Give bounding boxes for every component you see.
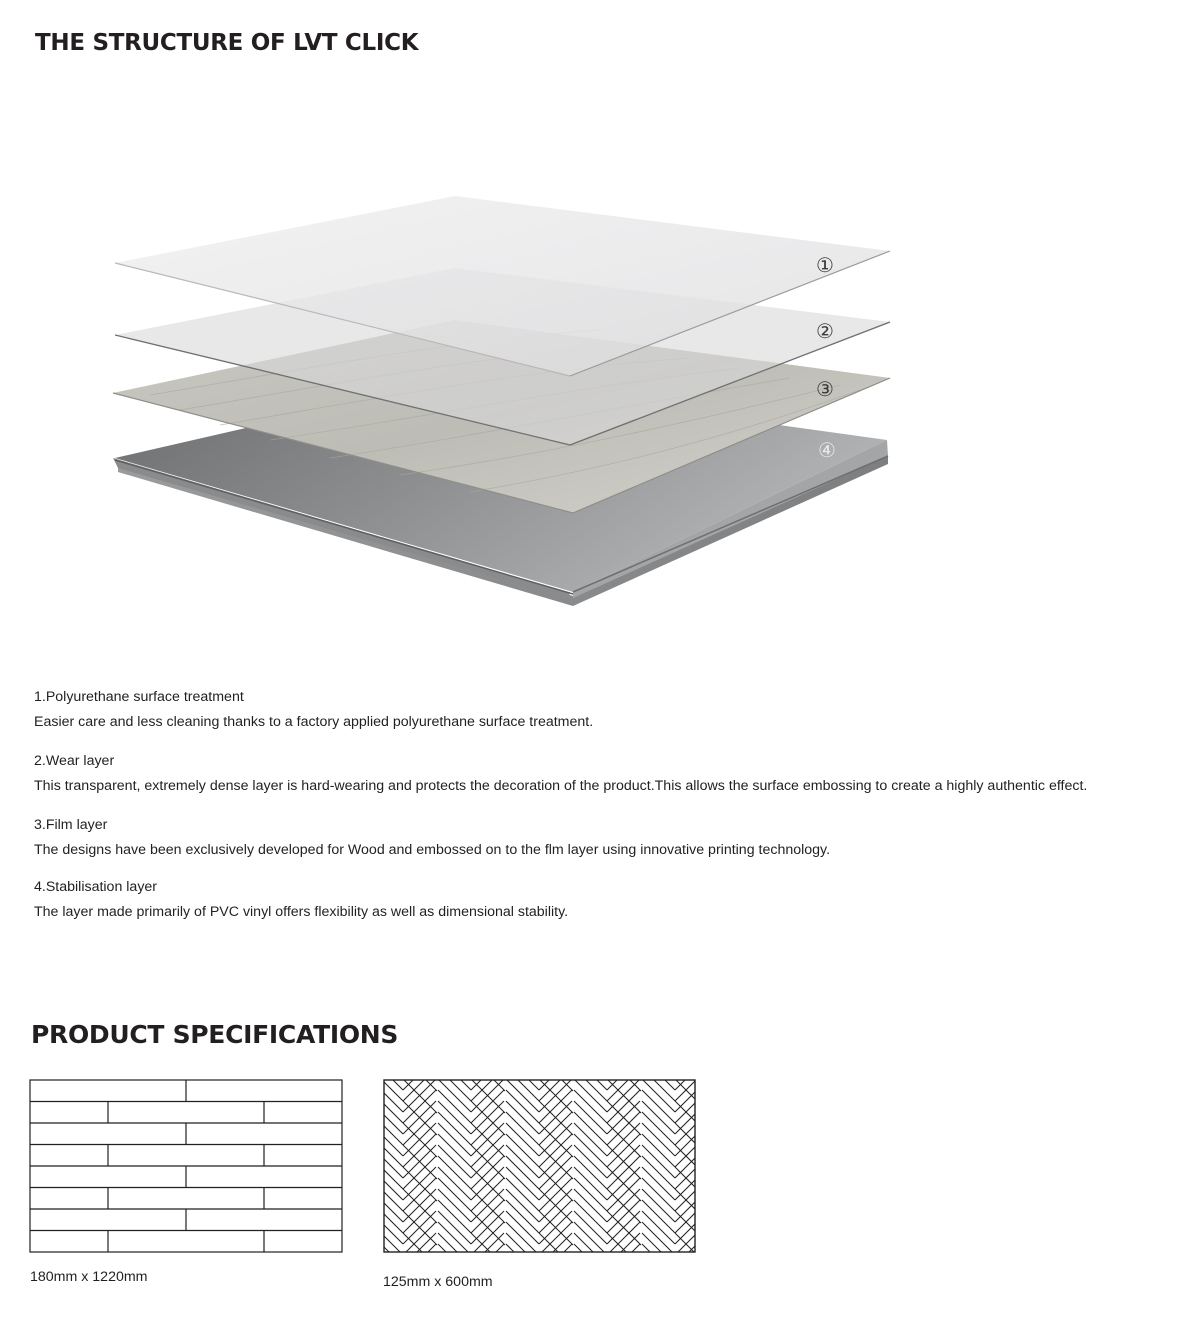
plank-pattern-icon <box>29 1079 343 1254</box>
layer-marker-1: ① <box>816 253 834 277</box>
layer-marker-4: ④ <box>818 438 836 462</box>
layer-text: This transparent, extremely dense layer is hard-wearing and protects the decoration of the product.This allows the surface embossing to create a highly authentic effect. <box>34 778 1088 794</box>
page-title: THE STRUCTURE OF LVT CLICK <box>35 30 419 56</box>
layer-text: The designs have been exclusively developed for Wood and embossed on to the flm layer using innovative printing technology. <box>34 842 831 858</box>
layer-text: Easier care and less cleaning thanks to a factory applied polyurethane surface treatment. <box>34 714 594 730</box>
layer-description-2 <box>34 749 1164 799</box>
layer-name: 3.Film layer <box>34 817 108 833</box>
layer-description-1 <box>34 685 1164 735</box>
layer-name: 2.Wear layer <box>34 753 115 769</box>
layer-marker-2: ② <box>816 319 834 343</box>
layer-name: 4.Stabilisation layer <box>34 879 158 895</box>
layer-marker-3: ③ <box>816 377 834 401</box>
layer-description-3 <box>34 813 1164 863</box>
herringbone-size-label: 125mm x 600mm <box>383 1274 493 1290</box>
plank-size-label: 180mm x 1220mm <box>30 1269 148 1285</box>
layer-structure-illustration <box>60 120 980 630</box>
layer-text: The layer made primarily of PVC vinyl offers flexibility as well as dimensional stability. <box>34 904 569 920</box>
herringbone-pattern-icon <box>383 1079 697 1254</box>
layer-name: 1.Polyurethane surface treatment <box>34 689 244 705</box>
layer-description-4 <box>34 875 1164 925</box>
specifications-title: PRODUCT SPECIFICATIONS <box>31 1020 399 1049</box>
